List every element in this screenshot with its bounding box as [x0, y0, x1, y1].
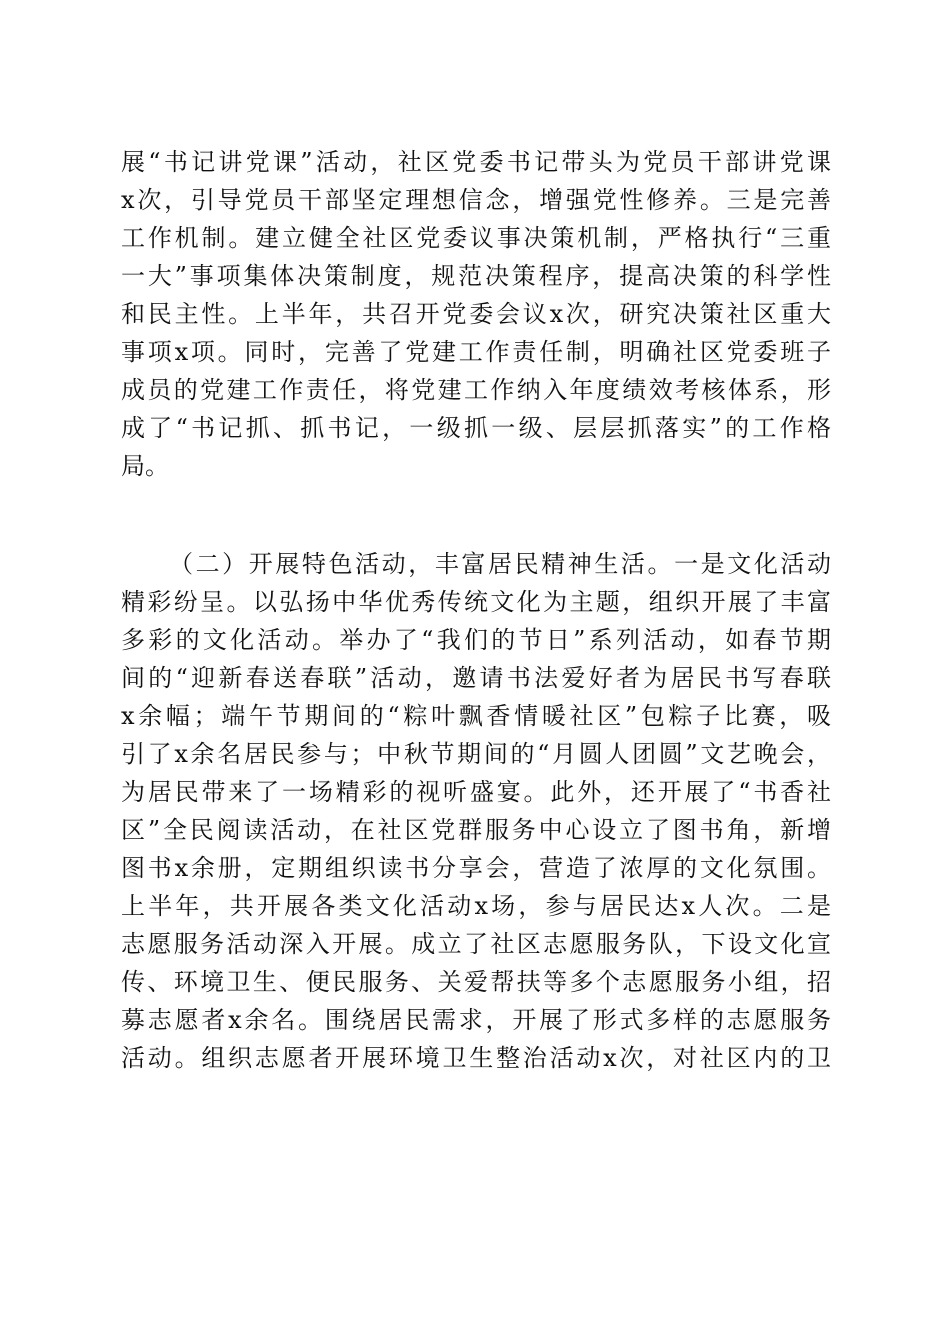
paragraph-1-line: 一大”事项集体决策制度，规范决策程序，提高决策的科学性	[121, 262, 831, 290]
paragraph-2-line: 多彩的文化活动。举办了“我们的节日”系列活动，如春节期	[121, 626, 831, 654]
paragraph-2-line: 区”全民阅读活动，在社区党群服务中心设立了图书角，新增	[121, 816, 831, 844]
paragraph-1-line: 事项x项。同时，完善了党建工作责任制，明确社区党委班子	[121, 338, 831, 366]
paragraph-2-line: 间的“迎新春送春联”活动，邀请书法爱好者为居民书写春联	[121, 664, 831, 692]
paragraph-1-line: 成了“书记抓、抓书记，一级抓一级、层层抓落实”的工作格	[121, 414, 831, 442]
paragraph-1-line: 局。	[121, 452, 169, 480]
paragraph-2-line: 为居民带来了一场精彩的视听盛宴。此外，还开展了“书香社	[121, 778, 831, 806]
paragraph-2-line: 活动。组织志愿者开展环境卫生整治活动x次，对社区内的卫	[121, 1044, 831, 1072]
paragraph-2-line: 上半年，共开展各类文化活动x场，参与居民达x人次。二是	[121, 892, 831, 920]
paragraph-2-line: 引了x余名居民参与；中秋节期间的“月圆人团圆”文艺晚会，	[121, 740, 831, 768]
paragraph-2-line: 图书x余册，定期组织读书分享会，营造了浓厚的文化氛围。	[121, 854, 831, 882]
paragraph-2-line: 募志愿者x余名。围绕居民需求，开展了形式多样的志愿服务	[121, 1006, 831, 1034]
paragraph-2-line: x余幅；端午节期间的“粽叶飘香情暖社区”包粽子比赛，吸	[121, 702, 831, 730]
paragraph-1-line: x次，引导党员干部坚定理想信念，增强党性修养。三是完善	[121, 186, 831, 214]
paragraph-2-line: 精彩纷呈。以弘扬中华优秀传统文化为主题，组织开展了丰富	[121, 588, 831, 616]
paragraph-2-line: 传、环境卫生、便民服务、关爱帮扶等多个志愿服务小组，招	[121, 968, 831, 996]
paragraph-2-line: 志愿服务活动深入开展。成立了社区志愿服务队，下设文化宣	[121, 930, 831, 958]
paragraph-1-line: 展“书记讲党课”活动，社区党委书记带头为党员干部讲党课	[121, 148, 831, 176]
paragraph-1-line: 工作机制。建立健全社区党委议事决策机制，严格执行“三重	[121, 224, 831, 252]
paragraph-1-line: 和民主性。上半年，共召开党委会议x次，研究决策社区重大	[121, 300, 831, 328]
paragraph-1-line: 成员的党建工作责任，将党建工作纳入年度绩效考核体系，形	[121, 376, 831, 404]
paragraph-2-first-line: （二）开展特色活动，丰富居民精神生活。一是文化活动	[169, 550, 831, 578]
